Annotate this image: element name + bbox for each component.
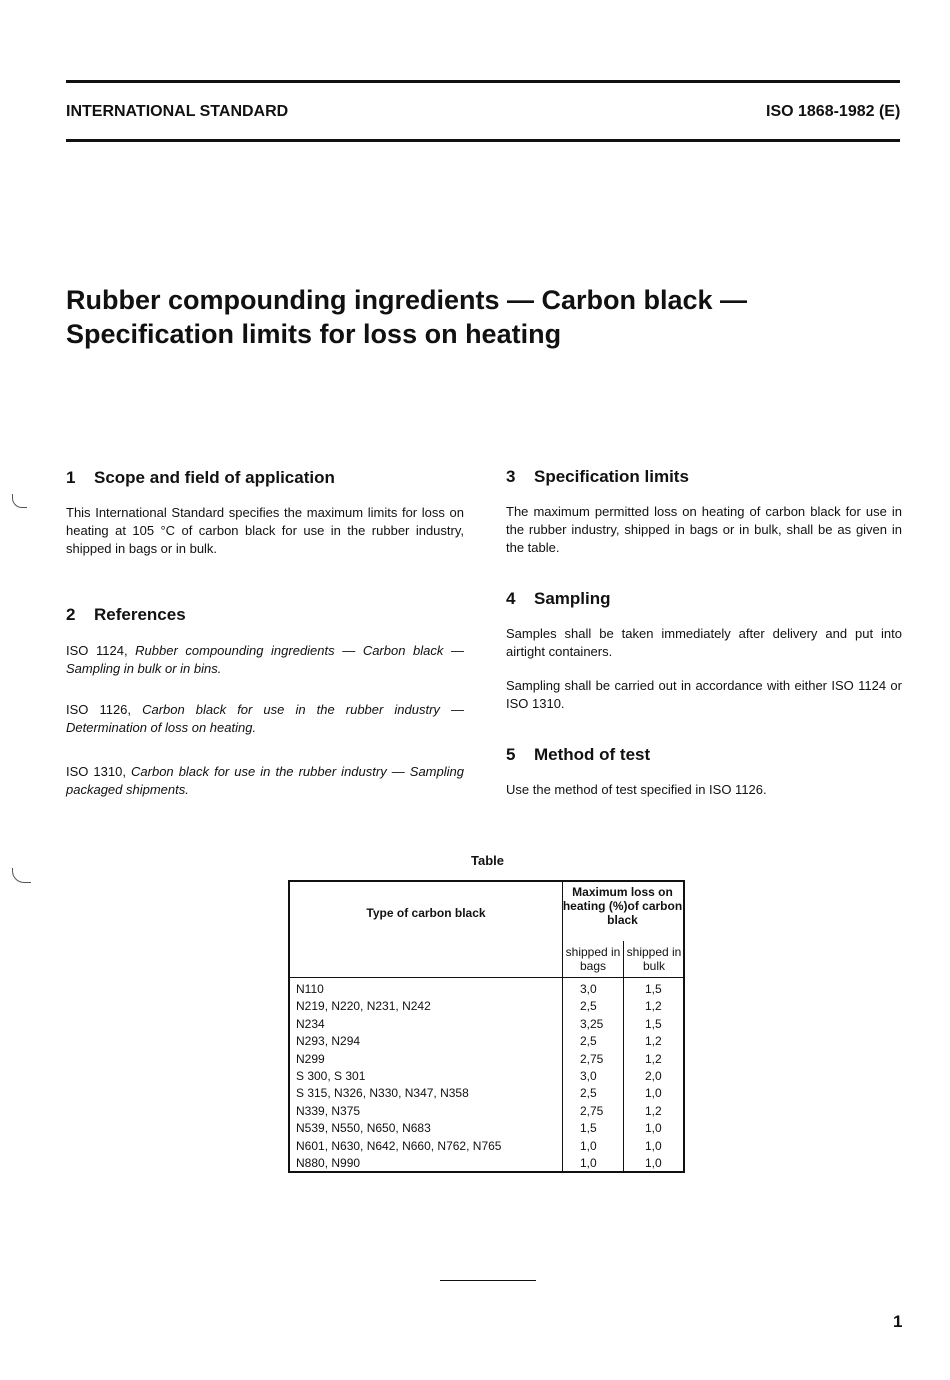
header-shipped-in-bulk: shipped in bulk — [626, 945, 682, 973]
cell-shipped-in-bulk: 2,0 — [645, 1069, 662, 1083]
table-caption: Table — [471, 853, 504, 868]
cell-shipped-in-bags: 2,75 — [580, 1051, 604, 1066]
section-text: The maximum permitted loss on heating of carbon black for use in the rubber industry, shipped in bags or in bulk, shall be as given in the table. — [506, 504, 902, 555]
cell-type: N110 — [296, 982, 324, 996]
cell-type: N299 — [296, 1051, 325, 1066]
cell-shipped-in-bulk: 1,5 — [645, 982, 662, 996]
cell-shipped-in-bags: 3,25 — [580, 1016, 604, 1031]
header-shipped-in-bags: shipped in bags — [565, 945, 621, 973]
table-row — [290, 981, 683, 998]
table-row — [290, 1033, 683, 1050]
section-references — [66, 605, 464, 799]
section-heading: 3 Specification limits — [506, 467, 689, 486]
header-type-of-carbon-black: Type of carbon black — [366, 906, 486, 920]
table-row — [290, 1103, 683, 1120]
header-standard-number: ISO 1868-1982 (E) — [766, 103, 901, 120]
section-text-1: Samples shall be taken immediately after delivery and put into airtight containers. — [506, 626, 902, 659]
header-bottom-rule — [66, 139, 900, 142]
cell-type: N339, N375 — [296, 1103, 361, 1118]
cell-shipped-in-bags: 1,0 — [580, 1138, 597, 1153]
section-text-2: Sampling shall be carried out in accordance with either ISO 1124 or ISO 1310. — [506, 678, 902, 711]
cell-type: N880, N990 — [296, 1156, 361, 1170]
cell-shipped-in-bulk: 1,2 — [645, 999, 662, 1014]
table-row — [290, 1138, 683, 1155]
cell-shipped-in-bags: 1,0 — [580, 1156, 597, 1170]
table-row — [290, 1016, 683, 1033]
section-heading: 4 Sampling — [506, 589, 611, 608]
table-row — [290, 1085, 683, 1102]
cell-shipped-in-bags: 2,5 — [580, 999, 597, 1014]
cell-shipped-in-bulk: 1,0 — [645, 1121, 662, 1136]
carbon-black-table — [288, 880, 685, 1173]
table-row — [290, 1068, 683, 1085]
cell-shipped-in-bags: 3,0 — [580, 1069, 597, 1083]
cell-shipped-in-bulk: 1,0 — [645, 1086, 662, 1101]
cell-shipped-in-bulk: 1,2 — [645, 1103, 662, 1118]
section-method-of-test — [506, 745, 902, 799]
section-heading: 2 References — [66, 605, 186, 624]
section-heading: 1 Scope and field of application — [66, 468, 335, 487]
title-line-1: Rubber compounding ingredients — Carbon black — — [66, 285, 748, 315]
cell-type: N219, N220, N231, N242 — [296, 999, 431, 1014]
table-row — [290, 1051, 683, 1068]
cell-shipped-in-bulk: 1,0 — [645, 1138, 662, 1153]
cell-type: N234 — [296, 1016, 325, 1031]
section-heading: 5 Method of test — [506, 745, 651, 764]
section-sampling — [506, 589, 902, 713]
cell-type: S 300, S 301 — [296, 1069, 366, 1083]
margin-mark-1 — [12, 494, 27, 508]
cell-shipped-in-bulk: 1,5 — [645, 1016, 662, 1031]
margin-mark-2 — [12, 868, 31, 883]
header-standard-type: INTERNATIONAL STANDARD — [66, 103, 289, 120]
cell-shipped-in-bulk: 1,2 — [645, 1051, 662, 1066]
cell-shipped-in-bags: 1,5 — [580, 1121, 597, 1136]
reference-iso-1126: ISO 1126, Carbon black for use in the rubber industry — Determination of loss on heating. — [66, 702, 464, 735]
section-text: Use the method of test specified in ISO 1126. — [506, 782, 767, 797]
cell-type: N293, N294 — [296, 1034, 361, 1049]
section-text: This International Standard specifies the maximum limits for loss on heating at 105 °C of carbon black for use in the rubber industry, shipped in bags or in bulk. — [66, 505, 464, 556]
cell-shipped-in-bulk: 1,0 — [645, 1156, 662, 1170]
section-scope — [66, 468, 464, 558]
cell-shipped-in-bags: 2,5 — [580, 1034, 597, 1049]
cell-type: N539, N550, N650, N683 — [296, 1121, 431, 1136]
header-maximum-loss: Maximum loss on heating (%)of carbon black — [562, 885, 683, 927]
table-header-divider — [290, 977, 683, 978]
reference-iso-1124: ISO 1124, Rubber compounding ingredients — Carbon black — Sampling in bulk or in bins. — [66, 643, 464, 676]
table-row — [290, 1120, 683, 1137]
page-number: 1 — [893, 1312, 903, 1331]
reference-iso-1310: ISO 1310, Carbon black for use in the rubber industry — Sampling packaged shipments. — [66, 764, 464, 797]
section-specification-limits — [506, 467, 902, 557]
title-line-2: Specification limits for loss on heating — [66, 319, 562, 349]
cell-shipped-in-bulk: 1,2 — [645, 1034, 662, 1049]
table-row — [290, 998, 683, 1015]
footer-rule — [440, 1280, 536, 1281]
cell-type: S 315, N326, N330, N347, N358 — [296, 1086, 469, 1101]
cell-shipped-in-bags: 3,0 — [580, 982, 597, 996]
header-top-rule — [66, 80, 900, 83]
table-row — [290, 1155, 683, 1172]
cell-shipped-in-bags: 2,5 — [580, 1086, 597, 1101]
document-title — [66, 283, 747, 351]
cell-shipped-in-bags: 2,75 — [580, 1103, 604, 1118]
cell-type: N601, N630, N642, N660, N762, N765 — [296, 1138, 502, 1153]
